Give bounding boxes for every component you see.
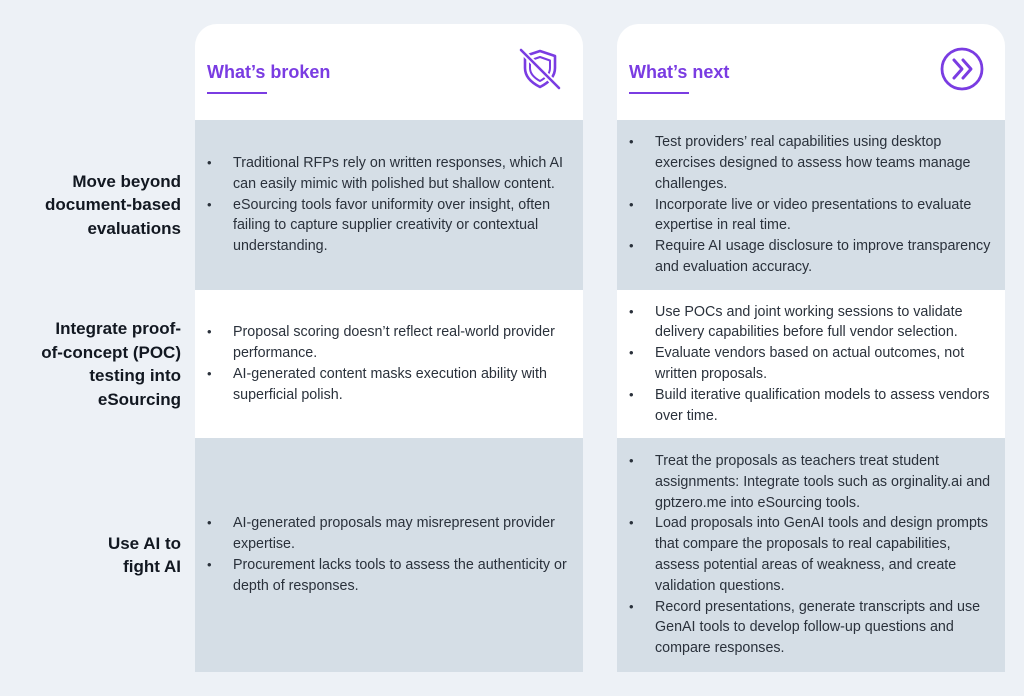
row-label-ai-fight-ai	[0, 438, 181, 672]
card-header	[617, 24, 1005, 120]
row-label-line: Integrate proof-	[55, 319, 181, 338]
card-header	[195, 24, 583, 120]
row-label-line: of-concept (POC)	[41, 342, 181, 362]
row-label-line: fight AI	[123, 557, 181, 576]
bullet-item: • Traditional RFPs rely on written responses, which AI can easily mimic with polished but shallow content.	[207, 153, 569, 195]
bullet-item: • Evaluate vendors based on actual outcomes, not written proposals.	[629, 343, 991, 385]
bullet-item: • Record presentations, generate transcripts and use GenAI tools to develop follow-up questions and compare responses.	[629, 597, 991, 659]
bullet-item: • Proposal scoring doesn’t reflect real-world provider performance.	[207, 322, 569, 364]
whats-next-card	[617, 24, 1005, 672]
bullet-item: • AI-generated content masks execution ability with superficial polish.	[207, 364, 569, 406]
broken-cell	[195, 120, 583, 290]
broken-cell	[195, 438, 583, 672]
row-label-line: eSourcing	[97, 389, 181, 409]
bullet-item: • Load proposals into GenAI tools and design prompts that compare the proposals to real capabilities, assess potential areas of weakness, and create validation questions.	[629, 513, 991, 596]
bullet-item: • Incorporate live or video presentations to evaluate expertise in real time.	[629, 195, 991, 237]
row-label-line: Move beyond	[72, 171, 181, 191]
bullet-item: • Test providers’ real capabilities using desktop exercises designed to assess how teams manage challenges.	[629, 132, 991, 194]
bullet-item: • Build iterative qualification models to assess vendors over time.	[629, 385, 991, 427]
row-label-line: testing into	[89, 366, 181, 385]
row-label-line: evaluations	[87, 218, 181, 238]
next-cell	[617, 120, 1005, 290]
broken-cell	[195, 290, 583, 438]
bullet-item: • Use POCs and joint working sessions to validate delivery capabilities before full vendor selection.	[629, 302, 991, 344]
card-title: What’s next	[629, 62, 730, 82]
card-title: What’s broken	[207, 62, 331, 82]
next-cell	[617, 438, 1005, 672]
bullet-item: • Require AI usage disclosure to improve transparency and evaluation accuracy.	[629, 236, 991, 278]
bullet-item: • Procurement lacks tools to assess the authenticity or depth of responses.	[207, 555, 569, 597]
bullet-item: • Treat the proposals as teachers treat student assignments: Integrate tools such as orginality.ai and gptzero.me into eSourcing tools.	[629, 451, 991, 513]
title-underline	[629, 92, 689, 94]
shield-slash-icon	[517, 46, 563, 92]
double-chevron-right-icon	[939, 46, 985, 92]
whats-broken-card	[195, 24, 583, 672]
row-label-line: document-based	[44, 195, 181, 215]
title-underline	[207, 92, 267, 94]
row-label-poc-testing	[0, 290, 181, 438]
row-label-document-based	[0, 120, 181, 290]
row-label-line: Use AI to	[107, 533, 181, 553]
bullet-item: • AI-generated proposals may misrepresent provider expertise.	[207, 513, 569, 555]
next-cell	[617, 290, 1005, 438]
bullet-item: • eSourcing tools favor uniformity over insight, often failing to capture supplier creativity or contextual understanding.	[207, 195, 569, 257]
